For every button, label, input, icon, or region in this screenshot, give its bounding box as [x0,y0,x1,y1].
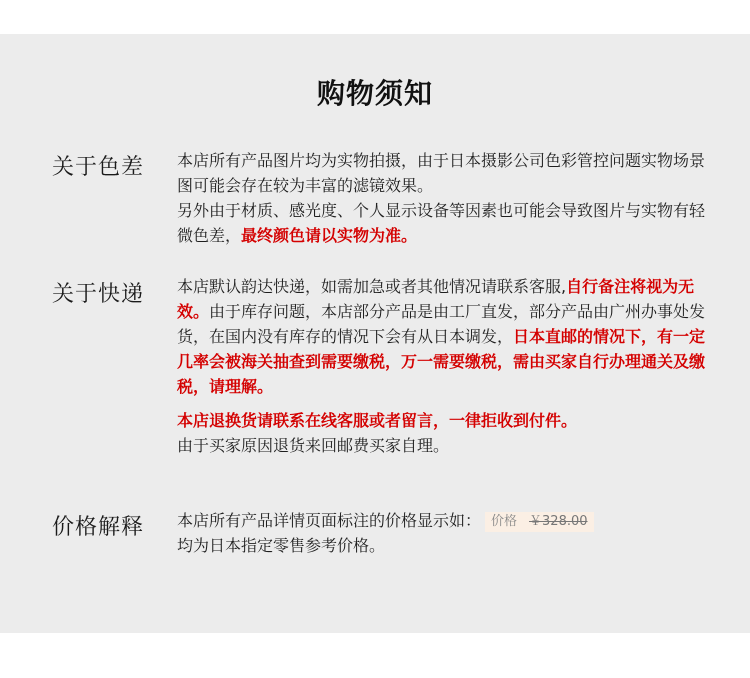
express-text-2: 由于库存问题，本店部分产品是由工厂直发，部分产品由广州办事处发货，在国内没有库存的情况下会有从日本调发， [177,302,706,346]
price-tag-value: ￥328.00 [529,514,588,529]
price-text-1: 本店所有产品详情页面标注的价格显示如： [177,511,482,530]
color-diff-text: 另外由于材质、感光度、个人显示设备等因素也可能会导致图片与实物有轻微色差， [177,201,706,245]
price-tag-label: 价格 [491,514,518,529]
section-label-express: 关于快递 [52,282,145,307]
color-diff-paragraph-1: 本店所有产品图片均为实物拍摄，由于日本摄影公司色彩管控问题实物场景图可能会存在较为丰富的滤镜效果。 [177,151,706,195]
color-diff-warning: 最终颜色请以实物为准。 [241,226,418,245]
section-label-price: 价格解释 [52,515,145,540]
section-body-price [177,508,707,558]
section-label-color-difference: 关于色差 [52,155,145,180]
color-diff-paragraph-2 [177,198,707,248]
content-panel [0,34,750,633]
express-text-1: 本店默认韵达快递，如需加急或者其他情况请联系客服, [177,277,567,296]
express-warning-2: 日本直邮的情况下，有一定几率会被海关抽查到需要缴税，万一需要缴税，需由买家自行办理通关及缴税，请理解。 [177,327,706,396]
express-return-policy: 本店退换货请联系在线客服或者留言，一律拒收到付件。 [177,411,578,430]
section-body-express [177,274,707,458]
express-return-shipping: 由于买家原因退货来回邮费买家自理。 [177,436,450,455]
price-tag-sample [485,512,594,532]
section-body-color-difference [177,148,707,248]
express-warning-1: 自行备注将视为无效。 [177,277,695,321]
price-paragraph-1 [177,508,707,533]
price-paragraph-2: 均为日本指定零售参考价格。 [177,536,386,555]
express-paragraph-1 [177,274,707,399]
page-title: 购物须知 [316,77,433,110]
